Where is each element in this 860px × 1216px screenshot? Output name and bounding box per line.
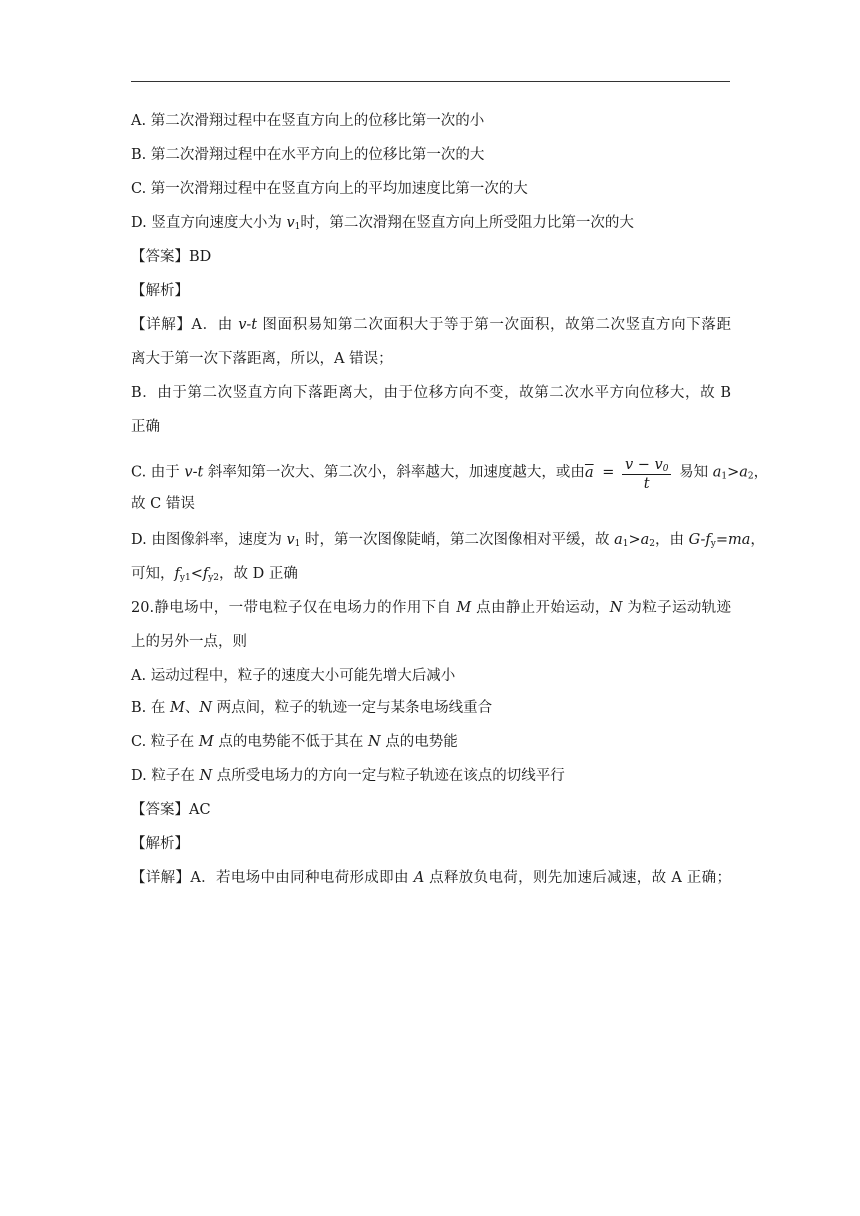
- q20-option-b: B. 在 M、N 两点间，粒子的轨迹一定与某条电场线重合: [131, 700, 493, 716]
- mean-acceleration-symbol: $\overline{a}$: [584, 464, 594, 481]
- q19-detail-c-line1: C. 由于 v-t 斜率知第一次大、第二次小，斜率越大，加速度越大，或由$\overline{a}$ = $\frac{v - v_0}{t}$ 易知 $a_1>a_2$，: [131, 457, 769, 492]
- acceleration-fraction: $\frac{v - v_0}{t}$: [622, 456, 672, 493]
- q20-option-d: D. 粒子在 N 点所受电场力的方向一定与粒子轨迹在该点的切线平行: [131, 768, 565, 784]
- q19-detail-d-line2: 可知，$f_{y1}<f_{y2}$，故 D 正确: [131, 566, 298, 583]
- q19-detail-a-line1: 【详解】A．由 v-t 图面积易知第二次面积大于等于第一次面积，故第二次竖直方向下落距: [131, 317, 731, 333]
- q19-option-b: B. 第二次滑翔过程中在水平方向上的位移比第一次的大: [131, 147, 485, 163]
- q19-detail-c-line2: 故 C 错误: [131, 496, 195, 512]
- q19-analysis-label: 【解析】: [131, 283, 189, 299]
- q19-detail-b-line2: 正确: [131, 419, 160, 435]
- q19-option-a: A. 第二次滑翔过程中在竖直方向上的位移比第一次的小: [131, 113, 485, 129]
- q19-detail-d-line1: D. 由图像斜率，速度为 $v_1$ 时，第一次图像陡峭，第二次图像相对平缓，故 $a_1>a_2$，由 $G-f_y=ma$，: [131, 532, 765, 549]
- q19-option-c: C. 第一次滑翔过程中在竖直方向上的平均加速度比第一次的大: [131, 181, 528, 197]
- q20-analysis-label: 【解析】: [131, 836, 189, 852]
- q20-option-a: A. 运动过程中，粒子的速度大小可能先增大后减小: [131, 668, 456, 684]
- header-rule: [131, 81, 730, 82]
- q20-detail-a: 【详解】A．若电场中由同种电荷形成即由 A 点释放负电荷，则先加速后减速，故 A 正确；: [131, 870, 731, 886]
- q20-stem-line2: 上的另外一点，则: [131, 634, 247, 650]
- q19-answer: 【答案】BD: [131, 249, 212, 265]
- q20-stem-line1: 20.静电场中，一带电粒子仅在电场力的作用下自 M 点由静止开始运动，N 为粒子运动轨迹: [131, 600, 732, 616]
- q19-option-d: D. 竖直方向速度大小为 $v_1$时，第二次滑翔在竖直方向上所受阻力比第一次的大: [131, 215, 634, 232]
- q20-option-c: C. 粒子在 M 点的电势能不低于其在 N 点的电势能: [131, 734, 458, 750]
- q20-answer: 【答案】AC: [131, 802, 211, 818]
- q19-detail-b-line1: B．由于第二次竖直方向下落距离大，由于位移方向不变，故第二次水平方向位移大，故 B: [131, 385, 731, 401]
- q19-detail-a-line2: 离大于第一次下落距离，所以，A 错误；: [131, 351, 393, 367]
